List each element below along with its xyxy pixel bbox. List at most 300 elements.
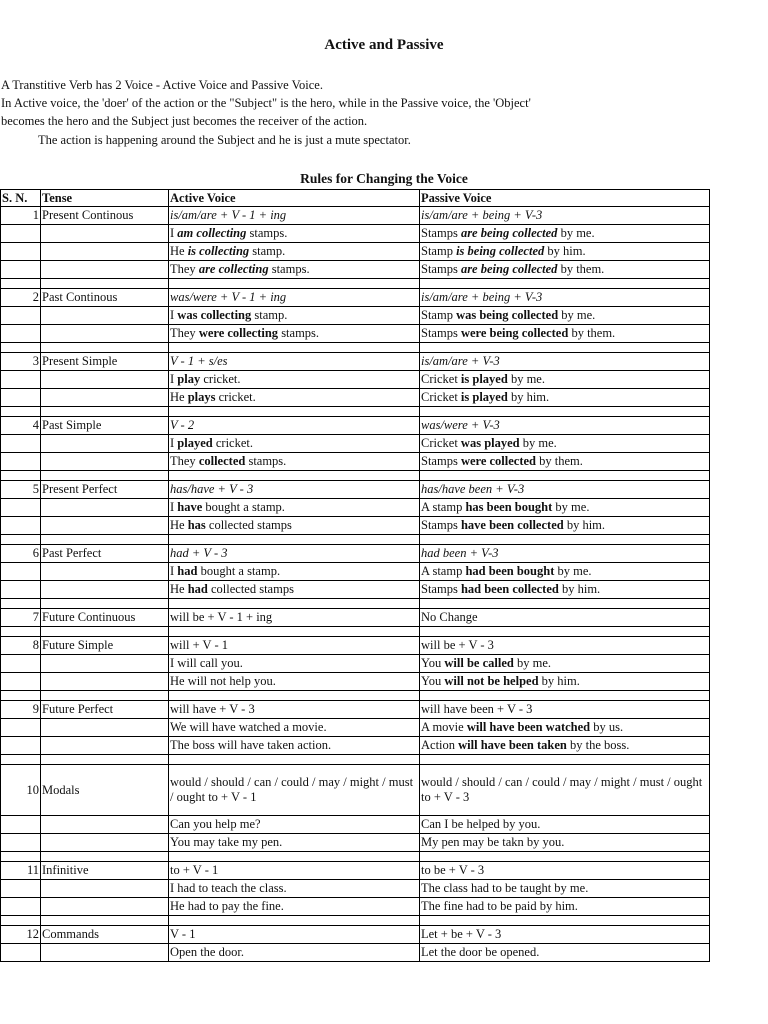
verb-phrase: plays: [187, 390, 216, 404]
cell-text: Stamp: [421, 308, 457, 322]
cell-sn: [1, 453, 41, 471]
cell-text: by him.: [558, 582, 601, 596]
cell-tense: Past Perfect: [41, 545, 169, 563]
cell-tense: [41, 880, 169, 898]
cell-tense: Infinitive: [41, 862, 169, 880]
cell-text: by me.: [519, 436, 557, 450]
cell-tense: [41, 737, 169, 755]
verb-phrase: is collecting: [187, 244, 250, 258]
cell-passive-voice: [420, 289, 710, 307]
cell-active-voice: [169, 719, 420, 737]
cell-active-voice: [169, 243, 420, 261]
verb-phrase: were being collected: [460, 326, 569, 340]
spacer-cell: [41, 599, 169, 609]
cell-active-voice: [169, 307, 420, 325]
spacer-cell: [1, 343, 41, 353]
cell-text: is/am/are + being + V-3: [421, 290, 543, 304]
cell-text: stamps.: [268, 262, 310, 276]
cell-sn: [1, 325, 41, 343]
cell-active-voice: [169, 517, 420, 535]
cell-sn: 4: [1, 417, 41, 435]
table-row: [1, 673, 710, 691]
cell-passive-voice: [420, 563, 710, 581]
cell-passive-voice: [420, 581, 710, 599]
cell-active-voice: [169, 207, 420, 225]
spacer-row: [1, 627, 710, 637]
cell-sn: [1, 834, 41, 852]
spacer-row: [1, 343, 710, 353]
cell-tense: [41, 898, 169, 916]
cell-text: stamps.: [278, 326, 320, 340]
cell-sn: 1: [1, 207, 41, 225]
cell-passive-voice: [420, 261, 710, 279]
spacer-cell: [420, 343, 710, 353]
cell-text: Can you help me?: [170, 817, 261, 831]
cell-text: They: [170, 454, 199, 468]
table-row: [1, 719, 710, 737]
table-row: [1, 261, 710, 279]
cell-passive-voice: [420, 325, 710, 343]
verb-phrase: is being collected: [456, 244, 545, 258]
cell-passive-voice: [420, 353, 710, 371]
spacer-cell: [420, 691, 710, 701]
cell-active-voice: [169, 225, 420, 243]
cell-active-voice: [169, 926, 420, 944]
cell-text: Action: [421, 738, 459, 752]
spacer-row: [1, 279, 710, 289]
spacer-cell: [1, 599, 41, 609]
cell-text: by him.: [544, 244, 586, 258]
cell-tense: Future Continuous: [41, 609, 169, 627]
verb-phrase: is played: [460, 390, 508, 404]
spacer-cell: [169, 535, 420, 545]
cell-passive-voice: [420, 673, 710, 691]
header-tense: Tense: [41, 190, 169, 207]
cell-text: He: [170, 390, 188, 404]
cell-active-voice: [169, 353, 420, 371]
cell-active-voice: [169, 417, 420, 435]
spacer-cell: [169, 407, 420, 417]
cell-sn: [1, 816, 41, 834]
cell-text: We will have watched a movie.: [170, 720, 327, 734]
spacer-cell: [169, 852, 420, 862]
cell-tense: Future Simple: [41, 637, 169, 655]
cell-active-voice: [169, 453, 420, 471]
spacer-cell: [41, 407, 169, 417]
cell-sn: 11: [1, 862, 41, 880]
cell-passive-voice: [420, 517, 710, 535]
table-row: [1, 435, 710, 453]
cell-passive-voice: [420, 499, 710, 517]
cell-passive-voice: [420, 862, 710, 880]
spacer-cell: [420, 471, 710, 481]
table-row: [1, 898, 710, 916]
cell-tense: [41, 673, 169, 691]
cell-sn: [1, 499, 41, 517]
cell-text: will + V - 1: [170, 638, 228, 652]
cell-text: He had to pay the fine.: [170, 899, 284, 913]
cell-text: by him.: [563, 518, 606, 532]
spacer-cell: [1, 279, 41, 289]
cell-active-voice: [169, 898, 420, 916]
verb-phrase: are being collected: [460, 262, 558, 276]
cell-text: by him.: [507, 390, 550, 404]
cell-text: Let + be + V - 3: [421, 927, 502, 941]
cell-active-voice: [169, 435, 420, 453]
cell-tense: [41, 389, 169, 407]
spacer-cell: [169, 691, 420, 701]
cell-text: A stamp: [421, 564, 466, 578]
verb-phrase: was collecting: [177, 308, 252, 322]
cell-text: He: [170, 244, 188, 258]
table-row: [1, 325, 710, 343]
cell-tense: Future Perfect: [41, 701, 169, 719]
cell-active-voice: [169, 737, 420, 755]
cell-tense: [41, 453, 169, 471]
cell-active-voice: [169, 563, 420, 581]
cell-tense: Commands: [41, 926, 169, 944]
cell-active-voice: [169, 765, 420, 816]
cell-tense: [41, 325, 169, 343]
table-row: [1, 944, 710, 962]
spacer-cell: [41, 916, 169, 926]
cell-sn: [1, 435, 41, 453]
cell-text: cricket.: [200, 372, 241, 386]
spacer-row: [1, 471, 710, 481]
cell-text: Stamps: [421, 582, 461, 596]
voice-rules-table: [0, 189, 710, 962]
cell-sn: [1, 261, 41, 279]
cell-text: V - 1 + s/es: [170, 354, 228, 368]
cell-text: had + V - 3: [170, 546, 228, 560]
table-row: [1, 737, 710, 755]
spacer-cell: [1, 407, 41, 417]
cell-text: bought a stamp.: [202, 500, 285, 514]
cell-text: was/were + V-3: [421, 418, 500, 432]
cell-active-voice: [169, 325, 420, 343]
cell-tense: Present Simple: [41, 353, 169, 371]
spacer-cell: [169, 279, 420, 289]
cell-active-voice: [169, 481, 420, 499]
cell-text: will be + V - 3: [421, 638, 494, 652]
cell-text: They: [170, 326, 199, 340]
verb-phrase: collected: [198, 454, 246, 468]
spacer-cell: [169, 471, 420, 481]
cell-text: to be + V - 3: [421, 863, 485, 877]
cell-text: by them.: [536, 454, 583, 468]
cell-text: cricket.: [212, 436, 253, 450]
cell-text: Stamp: [421, 244, 457, 258]
cell-sn: [1, 243, 41, 261]
cell-tense: [41, 307, 169, 325]
cell-text: bought a stamp.: [197, 564, 281, 578]
table-row: [1, 563, 710, 581]
cell-passive-voice: [420, 701, 710, 719]
cell-text: I: [170, 372, 178, 386]
cell-text: has/have been + V-3: [421, 482, 525, 496]
cell-sn: [1, 581, 41, 599]
cell-tense: [41, 581, 169, 599]
verb-phrase: played: [177, 436, 213, 450]
spacer-cell: [1, 691, 41, 701]
cell-tense: Present Perfect: [41, 481, 169, 499]
verb-phrase: have been collected: [460, 518, 564, 532]
cell-text: He will not help you.: [170, 674, 276, 688]
spacer-row: [1, 755, 710, 765]
cell-passive-voice: [420, 417, 710, 435]
cell-passive-voice: [420, 545, 710, 563]
cell-passive-voice: [420, 637, 710, 655]
cell-text: cricket.: [215, 390, 256, 404]
cell-active-voice: [169, 816, 420, 834]
intro-line: The action is happening around the Subject and he is just a mute spectator.: [38, 132, 411, 147]
intro-line: A Transtitive Verb has 2 Voice - Active Voice and Passive Voice.: [1, 78, 323, 92]
verb-phrase: are collecting: [198, 262, 269, 276]
spacer-row: [1, 599, 710, 609]
verb-phrase: will have been watched: [466, 720, 591, 734]
cell-text: Cricket: [421, 372, 461, 386]
cell-tense: [41, 563, 169, 581]
spacer-cell: [420, 627, 710, 637]
spacer-cell: [169, 755, 420, 765]
spacer-cell: [41, 343, 169, 353]
cell-passive-voice: [420, 243, 710, 261]
table-row: [1, 765, 710, 816]
spacer-row: [1, 691, 710, 701]
spacer-cell: [169, 343, 420, 353]
cell-text: I: [170, 564, 178, 578]
header-active-voice: Active Voice: [169, 190, 420, 207]
cell-tense: [41, 944, 169, 962]
spacer-cell: [1, 755, 41, 765]
verb-phrase: had: [177, 564, 198, 578]
cell-passive-voice: [420, 655, 710, 673]
cell-tense: Past Continous: [41, 289, 169, 307]
cell-text: I: [170, 226, 178, 240]
cell-passive-voice: [420, 816, 710, 834]
cell-text: will be + V - 1 + ing: [170, 610, 273, 624]
cell-text: stamp.: [251, 308, 288, 322]
cell-text: You: [421, 674, 445, 688]
spacer-cell: [420, 535, 710, 545]
verb-phrase: am collecting: [177, 226, 247, 240]
verb-phrase: were collected: [460, 454, 537, 468]
cell-text: by us.: [590, 720, 624, 734]
cell-tense: [41, 499, 169, 517]
spacer-cell: [41, 627, 169, 637]
cell-sn: [1, 944, 41, 962]
cell-passive-voice: [420, 880, 710, 898]
spacer-cell: [1, 627, 41, 637]
cell-sn: 8: [1, 637, 41, 655]
header-sn: S. N.: [1, 190, 41, 207]
cell-active-voice: [169, 834, 420, 852]
spacer-cell: [41, 471, 169, 481]
cell-tense: [41, 225, 169, 243]
table-row: [1, 417, 710, 435]
cell-active-voice: [169, 655, 420, 673]
cell-sn: 5: [1, 481, 41, 499]
cell-active-voice: [169, 701, 420, 719]
cell-text: by him.: [538, 674, 580, 688]
cell-passive-voice: [420, 765, 710, 816]
verb-phrase: will be called: [444, 656, 514, 670]
cell-text: Cricket: [421, 436, 461, 450]
verb-phrase: will not be helped: [444, 674, 539, 688]
spacer-row: [1, 407, 710, 417]
cell-text: Stamps: [421, 226, 461, 240]
cell-passive-voice: [420, 207, 710, 225]
cell-passive-voice: [420, 481, 710, 499]
cell-text: collected stamps: [205, 518, 292, 532]
cell-sn: [1, 673, 41, 691]
cell-text: to + V - 1: [170, 863, 219, 877]
cell-tense: [41, 517, 169, 535]
spacer-cell: [420, 755, 710, 765]
verb-phrase: has: [187, 518, 206, 532]
cell-text: Cricket: [421, 390, 461, 404]
spacer-cell: [1, 852, 41, 862]
verb-phrase: are being collected: [460, 226, 558, 240]
table-row: [1, 371, 710, 389]
spacer-cell: [1, 535, 41, 545]
cell-text: The boss will have taken action.: [170, 738, 332, 752]
verb-phrase: have: [177, 500, 203, 514]
cell-text: Stamps: [421, 454, 461, 468]
spacer-row: [1, 852, 710, 862]
cell-sn: 6: [1, 545, 41, 563]
cell-passive-voice: [420, 926, 710, 944]
cell-sn: [1, 898, 41, 916]
spacer-cell: [169, 599, 420, 609]
cell-text: The class had to be taught by me.: [421, 881, 589, 895]
spacer-row: [1, 916, 710, 926]
cell-text: is/am/are + V-3: [421, 354, 500, 368]
cell-passive-voice: [420, 898, 710, 916]
cell-text: by me.: [552, 500, 590, 514]
cell-text: I will call you.: [170, 656, 243, 670]
cell-tense: [41, 655, 169, 673]
page-title: Active and Passive: [324, 37, 444, 53]
table-title: Rules for Changing the Voice: [300, 171, 468, 186]
cell-passive-voice: [420, 609, 710, 627]
table-row: [1, 637, 710, 655]
cell-text: is/am/are + V - 1 + ing: [170, 208, 287, 222]
verb-phrase: had been collected: [460, 582, 559, 596]
spacer-cell: [169, 627, 420, 637]
table-row: [1, 545, 710, 563]
cell-active-voice: [169, 499, 420, 517]
cell-active-voice: [169, 862, 420, 880]
spacer-row: [1, 535, 710, 545]
spacer-cell: [41, 852, 169, 862]
cell-active-voice: [169, 880, 420, 898]
cell-tense: [41, 371, 169, 389]
cell-sn: [1, 655, 41, 673]
cell-text: He: [170, 518, 188, 532]
cell-passive-voice: [420, 389, 710, 407]
verb-phrase: is played: [460, 372, 508, 386]
table-row: [1, 207, 710, 225]
verb-phrase: will have been taken: [458, 738, 567, 752]
cell-active-voice: [169, 581, 420, 599]
cell-text: Can I be helped by you.: [421, 817, 541, 831]
header-passive-voice: Passive Voice: [420, 190, 710, 207]
spacer-cell: [1, 916, 41, 926]
cell-text: A movie: [421, 720, 467, 734]
cell-text: would / should / can / could / may / might / must / ought to + V - 1: [170, 775, 414, 804]
cell-text: was/were + V - 1 + ing: [170, 290, 287, 304]
table-header-row: [1, 190, 710, 207]
cell-tense: [41, 261, 169, 279]
cell-tense: [41, 719, 169, 737]
cell-text: Let the door be opened.: [421, 945, 540, 959]
cell-text: Stamps: [421, 326, 461, 340]
cell-text: He: [170, 582, 188, 596]
cell-tense: Past Simple: [41, 417, 169, 435]
cell-tense: Present Continous: [41, 207, 169, 225]
cell-text: V - 1: [170, 927, 196, 941]
spacer-cell: [41, 755, 169, 765]
intro-paragraph: [1, 76, 761, 149]
cell-passive-voice: [420, 371, 710, 389]
cell-passive-voice: [420, 225, 710, 243]
cell-sn: 2: [1, 289, 41, 307]
table-row: [1, 353, 710, 371]
table-row: [1, 243, 710, 261]
table-row: [1, 880, 710, 898]
spacer-cell: [169, 916, 420, 926]
verb-phrase: was being collected: [456, 308, 559, 322]
spacer-cell: [41, 279, 169, 289]
cell-active-voice: [169, 609, 420, 627]
cell-text: No Change: [421, 610, 478, 624]
table-row: [1, 926, 710, 944]
cell-tense: Modals: [41, 765, 169, 816]
cell-sn: [1, 307, 41, 325]
cell-sn: [1, 225, 41, 243]
cell-text: I: [170, 500, 178, 514]
cell-passive-voice: [420, 307, 710, 325]
cell-text: had been + V-3: [421, 546, 499, 560]
cell-text: by them.: [557, 262, 605, 276]
table-row: [1, 499, 710, 517]
spacer-cell: [420, 279, 710, 289]
cell-active-voice: [169, 637, 420, 655]
cell-active-voice: [169, 944, 420, 962]
cell-tense: [41, 834, 169, 852]
verb-phrase: was played: [460, 436, 520, 450]
cell-active-voice: [169, 389, 420, 407]
cell-text: I had to teach the class.: [170, 881, 287, 895]
cell-text: You: [421, 656, 445, 670]
cell-text: Open the door.: [170, 945, 244, 959]
cell-sn: 9: [1, 701, 41, 719]
table-row: [1, 517, 710, 535]
intro-line: In Active voice, the 'doer' of the action or the "Subject" is the hero, while in the Passive voice, the 'Object': [1, 96, 531, 111]
spacer-cell: [1, 471, 41, 481]
cell-text: stamps.: [245, 454, 287, 468]
table-row: [1, 816, 710, 834]
table-row: [1, 655, 710, 673]
cell-text: Stamps: [421, 518, 461, 532]
table-row: [1, 225, 710, 243]
cell-tense: [41, 435, 169, 453]
cell-passive-voice: [420, 737, 710, 755]
spacer-cell: [41, 535, 169, 545]
cell-active-voice: [169, 289, 420, 307]
verb-phrase: were collecting: [198, 326, 279, 340]
